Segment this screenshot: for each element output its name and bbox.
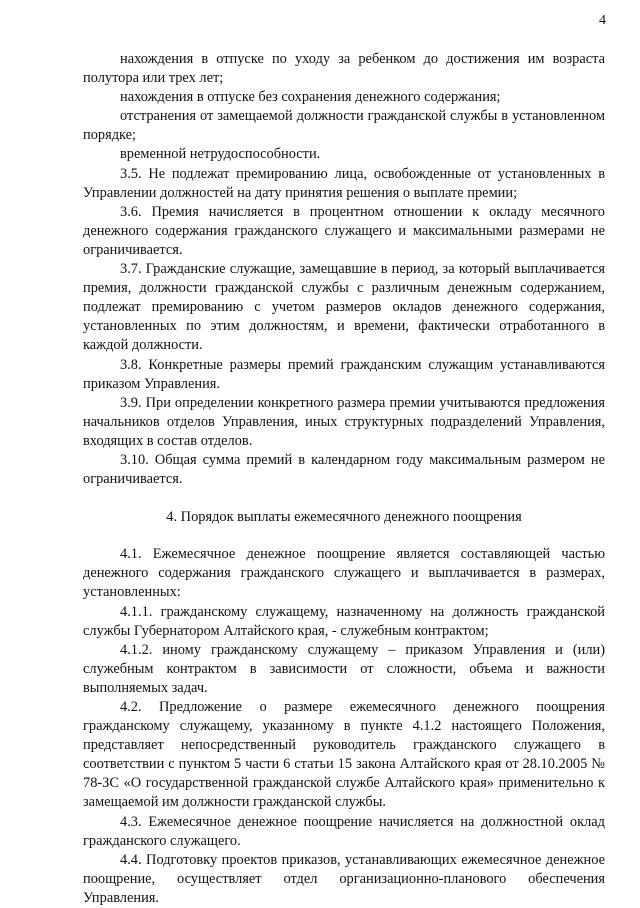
paragraph-3-6: 3.6. Премия начисляется в процентном отношении к окладу месячного денежного содержания гражданского служащего и максимальными размерами не ограничивается. [83, 203, 605, 258]
paragraph-3-8: 3.8. Конкретные размеры премий гражданским служащим устанавливаются приказом Управления. [83, 356, 605, 392]
paragraph-4-1: 4.1. Ежемесячное денежное поощрение является составляющей частью денежного содержания гражданского служащего и выплачивается в размерах, установленных: [83, 546, 605, 601]
page-number: 4 [599, 13, 606, 28]
paragraph-3-7: 3.7. Гражданские служащие, замещавшие в период, за который выплачивается премия, должности гражданской службы с различным денежным содержанием, подлежат премированию с учетом размеров окладов денежного содержания, установленных по этим должностям, и времени, фактически отработанного в каждой должности. [83, 261, 605, 354]
paragraph-temporary-disability: временной нетрудоспособности. [120, 146, 321, 163]
paragraph-3-9: 3.9. При определении конкретного размера премии учитываются предложения начальников отделов Управления, иных структурных подразделений Управления, входящих в состав отделов. [83, 394, 605, 449]
paragraph-unpaid-leave: нахождения в отпуске без сохранения денежного содержания; [120, 89, 501, 106]
paragraph-4-1-1: 4.1.1. гражданскому служащему, назначенному на должность гражданской службы Губернатором Алтайского края, - служебным контрактом; [83, 603, 605, 639]
paragraph-3-10: 3.10. Общая сумма премий в календарном году максимальным размером не ограничивается. [83, 451, 605, 488]
paragraph-suspension: отстранения от замещаемой должности гражданской службы в установленном порядке; [83, 108, 605, 144]
section-heading: 4. Порядок выплаты ежемесячного денежного поощрения [166, 509, 522, 526]
paragraph-4-1-2: 4.1.2. иному гражданскому служащему – приказом Управления и (или) служебным контрактом в зависимости от сложности, объема и важности выполняемых задач. [83, 641, 605, 696]
paragraph-parental-leave: нахождения в отпуске по уходу за ребенком до достижения им возраста полутора или трех лет; [83, 51, 605, 87]
paragraph-4-2: 4.2. Предложение о размере ежемесячного денежного поощрения гражданскому служащему, указанному в пункте 4.1.2 настоящего Положения, представляет непосредственный руководитель гражданского служащего в соответствии с пунктом 5 части 6 статьи 15 закона Алтайского края от 28.10.2005 № 78-ЗС «О государственной гражданской службе Алтайского края» применительно к замещаемой им должности гражданской службы. [83, 699, 605, 811]
document-body [83, 50, 605, 908]
paragraph-3-5: 3.5. Не подлежат премированию лица, освобожденные от установленных в Управлении должностей на дату принятия решения о выплате премии; [83, 165, 605, 201]
paragraph-4-4: 4.4. Подготовку проектов приказов, устанавливающих ежемесячное денежное поощрение, осуществляет отдел организационно-планового обеспечения Управления. [83, 851, 605, 906]
paragraph-4-3: 4.3. Ежемесячное денежное поощрение начисляется на должностной оклад гражданского служащего. [83, 813, 605, 849]
